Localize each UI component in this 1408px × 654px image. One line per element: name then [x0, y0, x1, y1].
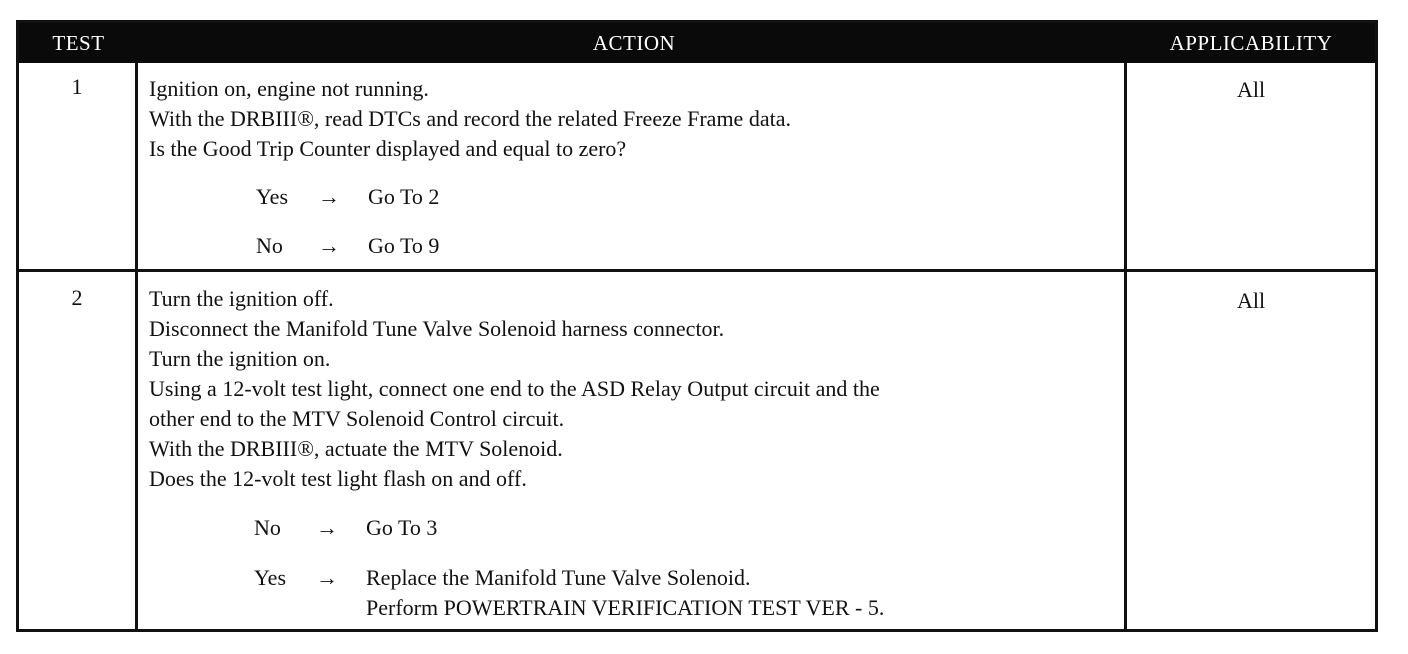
branch-result: Perform POWERTRAIN VERIFICATION TEST VER - 5.	[366, 595, 885, 620]
branch-answer: No	[256, 233, 283, 258]
arrow-right-icon: →	[316, 515, 338, 540]
row-1-branch-no	[256, 231, 656, 261]
branch-answer: Yes	[256, 184, 289, 209]
arrow-right-icon: →	[318, 233, 340, 258]
row-2-action-line: With the DRBIII®, actuate the MTV Solenoid.	[149, 436, 563, 461]
branch-result: Go To 2	[368, 184, 440, 209]
row-2-action-line: Turn the ignition off.	[149, 286, 334, 311]
header-test: TEST	[52, 31, 105, 55]
row-1-action-line: With the DRBIII®, read DTCs and record the related Freeze Frame data.	[149, 106, 791, 131]
row-1-action-line: Is the Good Trip Counter displayed and equal to zero?	[149, 136, 627, 161]
row-2-branch-yes	[254, 563, 1114, 623]
branch-result: Go To 9	[368, 233, 440, 258]
row-1-test-number: 1	[71, 74, 83, 99]
row-2-test-number: 2	[71, 285, 83, 310]
branch-answer: No	[254, 515, 281, 540]
row-2-action-line: Does the 12-volt test light flash on and off.	[149, 466, 527, 491]
row-1-applicability: All	[1236, 77, 1266, 102]
branch-result: Replace the Manifold Tune Valve Solenoid.	[366, 565, 751, 590]
branch-answer: Yes	[254, 565, 287, 590]
diagnostic-test-table	[16, 20, 1378, 632]
table-header	[19, 23, 1375, 63]
row-2-action-line: Using a 12-volt test light, connect one end to the ASD Relay Output circuit and the	[149, 376, 880, 401]
row-2-branch-no	[254, 513, 654, 543]
header-action: ACTION	[592, 31, 676, 55]
row-2-action-line: Disconnect the Manifold Tune Valve Solenoid harness connector.	[149, 316, 725, 341]
column-divider-test	[135, 63, 138, 632]
arrow-right-icon: →	[318, 184, 340, 209]
arrow-right-icon: →	[316, 565, 338, 590]
row-divider	[19, 269, 1375, 272]
row-1-action-line: Ignition on, engine not running.	[149, 76, 429, 101]
column-divider-action	[1124, 63, 1127, 632]
row-1-branch-yes	[256, 182, 656, 212]
row-2-applicability: All	[1236, 288, 1266, 313]
branch-result: Go To 3	[366, 515, 438, 540]
row-2-action-line: Turn the ignition on.	[149, 346, 331, 371]
header-applicability: APPLICABILITY	[1169, 31, 1333, 55]
row-2-action-line: other end to the MTV Solenoid Control circuit.	[149, 406, 565, 431]
